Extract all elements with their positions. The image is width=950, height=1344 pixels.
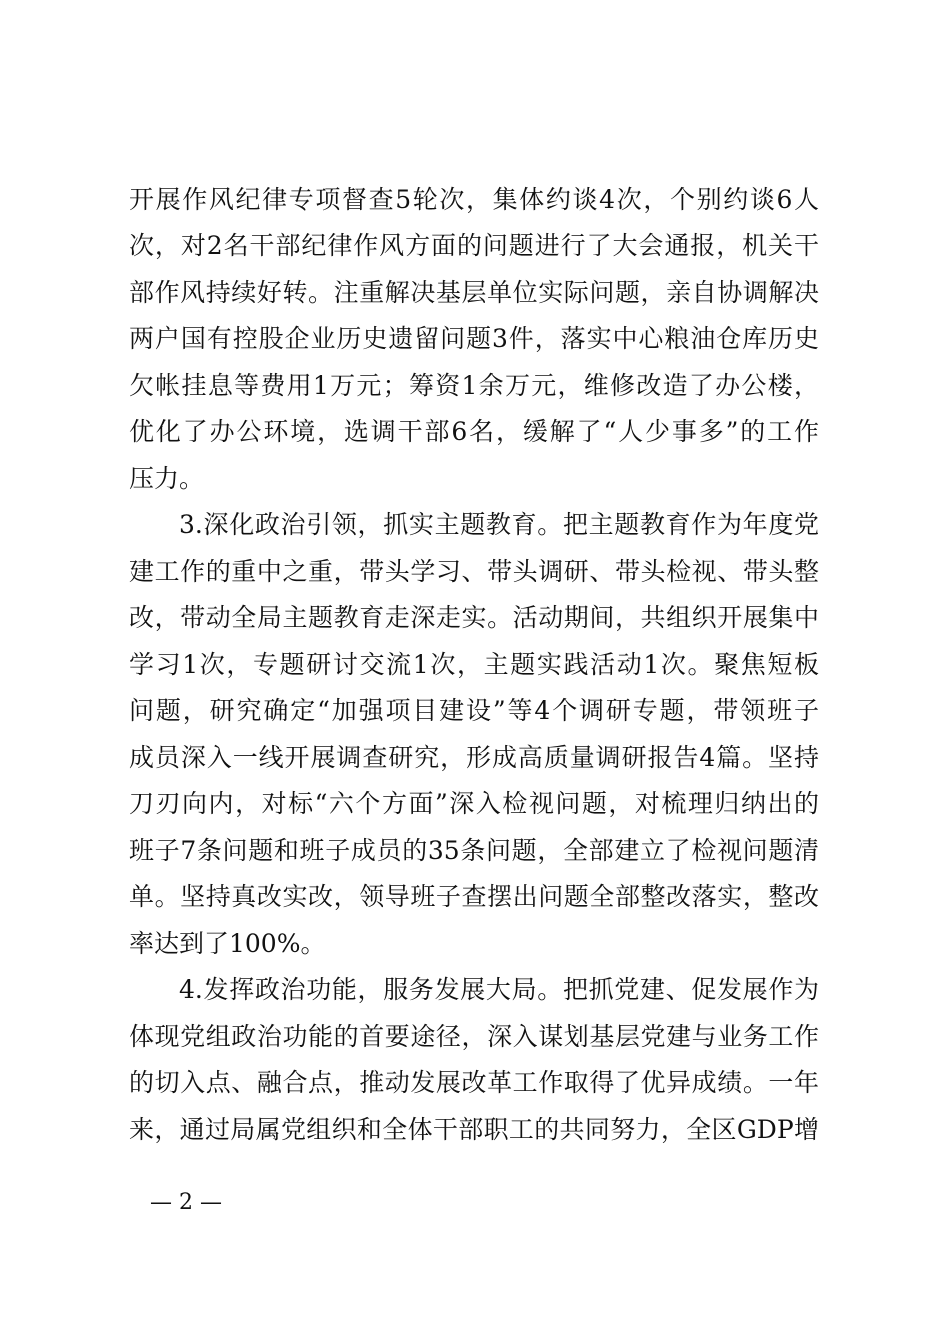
paragraph-3-line-2: 体现党组政治功能的首要途径，深入谋划基层党建与业务工作 [129, 1022, 819, 1051]
paragraph-2-line-5: 问题，研究确定“加强项目建设”等4个调研专题，带领班子 [129, 696, 819, 725]
page-number: — 2 — [150, 1190, 222, 1215]
paragraph-2-line-9: 单。坚持真改实改，领导班子查摆出问题全部整改落实，整改 [129, 882, 819, 911]
paragraph-2-line-3: 改，带动全局主题教育走深走实。活动期间，共组织开展集中 [129, 603, 819, 632]
paragraph-2-line-10: 率达到了100%。 [129, 929, 326, 958]
paragraph-1-line-5: 欠帐挂息等费用1万元；筹资1余万元，维修改造了办公楼， [129, 371, 819, 400]
paragraph-1-line-6: 优化了办公环境，选调干部6名，缓解了“人少事多”的工作 [129, 417, 819, 446]
paragraph-1-line-4: 两户国有控股企业历史遗留问题3件，落实中心粮油仓库历史 [129, 324, 819, 353]
paragraph-2-line-1: 3.深化政治引领，抓实主题教育。把主题教育作为年度党 [179, 510, 819, 539]
paragraph-2-line-2: 建工作的重中之重，带头学习、带头调研、带头检视、带头整 [129, 557, 819, 586]
paragraph-1-line-3: 部作风持续好转。注重解决基层单位实际问题，亲自协调解决 [129, 278, 819, 307]
paragraph-2-line-4: 学习1次，专题研讨交流1次，主题实践活动1次。聚焦短板 [129, 650, 819, 679]
paragraph-1-line-7: 压力。 [129, 464, 205, 493]
paragraph-3-line-4: 来，通过局属党组织和全体干部职工的共同努力，全区GDP增 [129, 1115, 819, 1144]
paragraph-2-line-7: 刀刃向内，对标“六个方面”深入检视问题，对梳理归纳出的 [129, 789, 819, 818]
paragraph-3-line-3: 的切入点、融合点，推动发展改革工作取得了优异成绩。一年 [129, 1068, 819, 1097]
paragraph-3-line-1: 4.发挥政治功能，服务发展大局。把抓党建、促发展作为 [179, 975, 819, 1004]
paragraph-1-line-1: 开展作风纪律专项督查5轮次，集体约谈4次，个别约谈6人 [129, 185, 819, 214]
paragraph-2-line-8: 班子7条问题和班子成员的35条问题，全部建立了检视问题清 [129, 836, 819, 865]
paragraph-1-line-2: 次，对2名干部纪律作风方面的问题进行了大会通报，机关干 [129, 231, 819, 260]
paragraph-2-line-6: 成员深入一线开展调查研究，形成高质量调研报告4篇。坚持 [129, 743, 819, 772]
